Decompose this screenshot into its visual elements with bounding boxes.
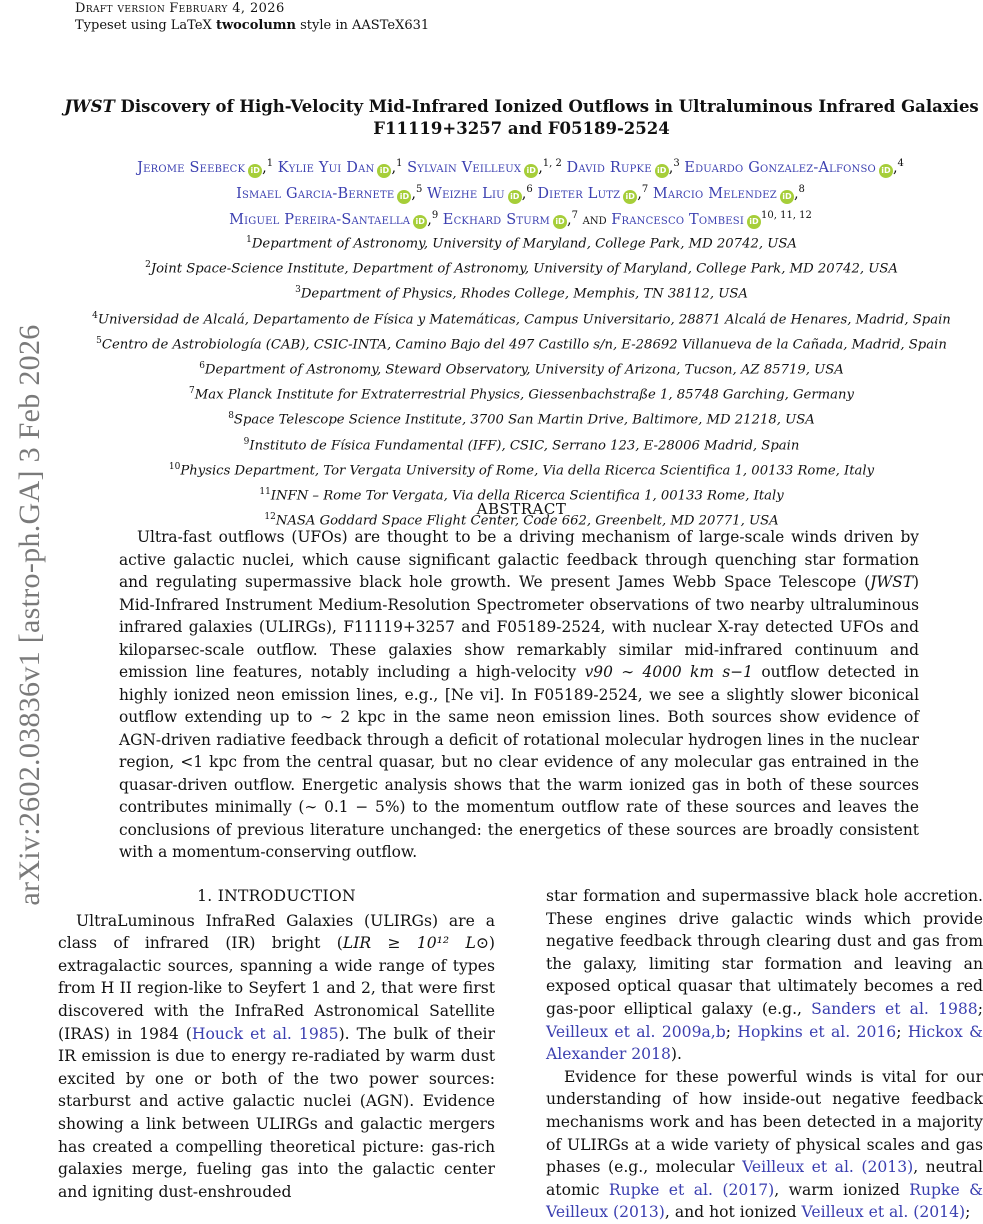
author-name[interactable]: Jerome Seebeck: [137, 159, 246, 176]
author-aff: 9: [431, 209, 439, 221]
affiliation: [60, 280, 983, 305]
affiliation-text: Department of Astronomy, University of Maryland, College Park, MD 20742, USA: [251, 236, 797, 252]
abstract-text-3: outflow detected in highly ionized neon emission lines, e.g., [Ne vi]. In F05189-2524, we see a slightly slower biconical outflow extending up to ∼ 2 kpc in the same neon emission lines. Both sources show evidence of AGN-driven radiative feedback through a deficit of rotational molecular hydrogen lines in the nuclear region, <1 kpc from the central quasar, but no clear evidence of any molecular gas entrained in the quasar-driven outflow. Energetic analysis shows that the warm ionized gas in both of these sources contributes minimally (∼ 0.1 − 5%) to the momentum outflow rate of these sources and leaves the conclusions of previous literature unchanged: the energetics of these sources are broadly consistent with a momentum-conserving outflow.: [119, 663, 919, 861]
affiliation-number: 2: [145, 260, 151, 271]
affiliation-text: Space Telescope Science Institute, 3700 San Martin Drive, Baltimore, MD 21218, USA: [233, 412, 815, 428]
affiliation-number: 4: [92, 310, 98, 321]
citation-link[interactable]: Sanders et al. 1988: [811, 999, 978, 1018]
affiliation-text: INFN – Rome Tor Vergata, Via della Ricerca Scientifica 1, 00133 Rome, Italy: [270, 488, 784, 504]
author-row-3: Miguel Pereira-Santaella iD ,$^9$ Eckhard Sturm iD ,$^7$ and Francesco Tombesi iD$^{10, 11, 12}$: [229, 209, 812, 228]
author-name[interactable]: Kylie Yui Dan: [277, 159, 375, 176]
draft-header: [75, 0, 429, 34]
title-jwst: JWST: [64, 97, 115, 116]
typeset-line: [75, 17, 429, 34]
orcid-icon[interactable]: iD: [508, 190, 522, 204]
typeset-latex: LaTeX: [170, 18, 212, 33]
paper-title: [60, 96, 983, 140]
typeset-style: twocolumn: [215, 18, 296, 33]
affiliation-number: 7: [189, 386, 195, 397]
citation-link[interactable]: Veilleux et al. (2014): [801, 1203, 966, 1222]
author-list: [58, 153, 983, 230]
intro-paragraph-1: [58, 910, 495, 1204]
orcid-icon[interactable]: iD: [747, 215, 761, 229]
citation-separator: ;: [977, 999, 983, 1018]
citation-link[interactable]: Hopkins et al. 2016: [737, 1022, 897, 1041]
intro-text: , and hot ionized: [664, 1203, 802, 1222]
author-name[interactable]: Marcio Melendez: [652, 185, 777, 202]
affiliation-text: NASA Goddard Space Flight Center, Code 662, Greenbelt, MD 20771, USA: [275, 513, 779, 529]
affiliation: [60, 432, 983, 457]
author-name[interactable]: Sylvain Veilleux: [407, 159, 522, 176]
affiliation-number: 9: [243, 436, 250, 447]
author-name[interactable]: David Rupke: [566, 159, 652, 176]
affiliation-text: Universidad de Alcalá, Departamento de Física y Matemáticas, Campus Universitario, 28871 Alcalá de Henares, Madrid, Spain: [97, 311, 951, 327]
abstract-paragraph: [119, 526, 919, 864]
citation-link[interactable]: Houck et al. 1985: [191, 1024, 339, 1043]
affiliation: [60, 406, 983, 431]
author-aff: 3: [673, 158, 680, 169]
citation-separator: ;: [725, 1022, 738, 1041]
arxiv-id: arXiv:2602.03836v1 [astro-ph.GA] 3 Feb 2026: [13, 324, 46, 906]
author-aff: 4: [897, 158, 904, 169]
intro-paragraph-1-cont: [546, 885, 983, 1066]
affiliation-number: 8: [228, 411, 234, 422]
intro-text: , warm ionized: [774, 1180, 910, 1199]
title-line-1: [60, 96, 983, 118]
left-column: [58, 885, 495, 1203]
intro-text: Evidence for these powerful winds is vital for our understanding of how inside-out negative feedback mechanisms work and has been detected in a majority of ULIRGs at a wide variety of physical scales and gas phases (e.g., molecular: [546, 1067, 983, 1177]
title-text-1: Discovery of High-Velocity Mid-Infrared Ionized Outflows in Ultraluminous Infrared Galaxies: [120, 97, 979, 116]
affiliation-text: Centro de Astrobiología (CAB), CSIC-INTA, Camino Bajo del 497 Castillo s/n, E-28692 Villanueva de la Cañada, Madrid, Spain: [101, 337, 947, 353]
abstract-jwst: JWST: [870, 573, 913, 591]
author-aff: 5: [416, 183, 423, 195]
affiliation-number: 11: [259, 486, 271, 497]
affiliation: [60, 255, 983, 280]
draft-label: Draft version: [75, 1, 166, 16]
orcid-icon[interactable]: iD: [377, 164, 391, 178]
and-word: and: [582, 211, 607, 228]
right-column: [546, 885, 983, 1224]
author-aff: 1: [266, 158, 274, 169]
affiliation-number: 10: [168, 461, 181, 472]
typeset-prefix: Typeset using: [75, 18, 167, 33]
orcid-icon[interactable]: iD: [248, 164, 262, 178]
abstract-body: [119, 526, 919, 864]
affiliation-text: Department of Astronomy, Steward Observatory, University of Arizona, Tucson, AZ 85719, USA: [204, 362, 844, 378]
abstract-text-2: ) Mid-Infrared Instrument Medium-Resolution Spectrometer observations of two nearby ultraluminous infrared galaxies (ULIRGs), F11119+3257 and F05189-2524, with nuclear X-ray detected UFOs and kiloparsec-scale outflow. These galaxies show remarkably similar mid-infrared continuum and emission line features, notably including a high-velocity: [119, 573, 919, 681]
orcid-icon[interactable]: iD: [397, 190, 411, 204]
intro-text: star formation and supermassive black hole accretion. These engines drive galactic winds which provide negative feedback through clearing dust and gas from the galaxy, limiting star formation and leaving an exposed optical quasar that ultimately becomes a red gas-poor elliptical galaxy (e.g.,: [546, 887, 983, 1018]
orcid-icon[interactable]: iD: [623, 190, 637, 204]
citation-link[interactable]: Veilleux et al. 2009a,b: [546, 1022, 726, 1041]
author-aff: 1, 2: [542, 158, 562, 169]
author-aff: 6: [526, 183, 533, 195]
author-name[interactable]: Dieter Lutz: [537, 185, 621, 202]
affiliation: [60, 356, 983, 381]
author-aff: 8: [798, 183, 805, 195]
author-row-2: Ismael Garcia-Bernete iD ,$^5$ Weizhe Liu iD ,$^6$ Dieter Lutz iD ,$^7$ Marcio Melendez iD ,$^8$: [236, 183, 805, 202]
intro-paragraph-2: [546, 1066, 983, 1224]
affiliation-text: Instituto de Física Fundamental (IFF), CSIC, Serrano 123, E-28006 Madrid, Spain: [249, 437, 800, 453]
orcid-icon[interactable]: iD: [553, 215, 567, 229]
affiliation-number: 3: [295, 285, 301, 296]
affiliation-text: Max Planck Institute for Extraterrestrial Physics, Giessenbachstraße 1, 85748 Garching, Germany: [194, 387, 854, 403]
affiliation: [60, 331, 983, 356]
author-aff: 1: [396, 158, 403, 169]
draft-date: February 4, 2026: [169, 1, 285, 16]
author-name[interactable]: Ismael Garcia-Bernete: [236, 185, 395, 202]
citation-link[interactable]: Rupke et al. (2017): [608, 1180, 775, 1199]
draft-version-line: [75, 0, 429, 17]
orcid-icon[interactable]: iD: [879, 164, 893, 178]
author-name[interactable]: Weizhe Liu: [427, 185, 505, 202]
affiliation: [60, 230, 983, 255]
author-row-1: Jerome Seebeck iD ,$^1$ Kylie Yui Dan iD ,$^1$ Sylvain Veilleux iD ,$^{1, 2}$ David Rupke iD ,$^3$ Eduardo Gonzalez-Alfonso iD ,$^4$: [137, 158, 904, 176]
citation-separator: ;: [896, 1022, 908, 1041]
abstract-heading: ABSTRACT: [476, 500, 567, 518]
author-aff: 7: [641, 183, 649, 195]
affiliation-list: [60, 230, 983, 532]
orcid-icon[interactable]: iD: [655, 164, 669, 178]
intro-text: , neutral atomic: [546, 1158, 983, 1199]
citation-link[interactable]: Veilleux et al. (2013): [742, 1158, 914, 1177]
citation-link[interactable]: Rupke & Veilleux (2013): [546, 1180, 983, 1222]
typeset-suffix: style in AASTeX631: [300, 18, 430, 33]
affiliation: [60, 381, 983, 406]
orcid-icon[interactable]: iD: [780, 190, 794, 204]
intro-math-lir: LIR ≥ 10¹² L⊙: [342, 934, 489, 953]
abstract-text-1: Ultra-fast outflows (UFOs) are thought to be a driving mechanism of large-scale winds driven by active galactic nuclei, which cause significant galactic feedback through quenching star formation and regulating supermassive black hole growth. We present James Webb Space Telescope (: [119, 528, 919, 591]
affiliation-text: Department of Physics, Rhodes College, Memphis, TN 38112, USA: [300, 286, 748, 302]
author-aff: 10, 11, 12: [761, 209, 812, 221]
affiliation-number: 6: [199, 360, 205, 371]
orcid-icon[interactable]: iD: [413, 215, 427, 229]
author-name[interactable]: Eduardo Gonzalez-Alfonso: [684, 159, 876, 176]
section-heading: 1. INTRODUCTION: [197, 887, 356, 905]
author-aff: 7: [571, 209, 578, 221]
affiliation-text: Joint Space-Science Institute, Department of Astronomy, University of Maryland, College Park, MD 20742, USA: [150, 261, 898, 277]
author-name[interactable]: Francesco Tombesi: [611, 211, 744, 228]
intro-text: ) extragalactic sources, spanning a wide range of types from H II region-like to Seyfert 1 and 2, that were first discovered with the InfraRed Astronomical Satellite (IRAS) in 1984 (: [58, 934, 495, 1043]
intro-text: UltraLuminous InfraRed Galaxies (ULIRGs) are a class of infrared (IR) bright (: [58, 911, 495, 953]
affiliation-number: 1: [246, 235, 252, 245]
citation-link[interactable]: Hickox & Alexander 2018: [546, 1022, 983, 1064]
intro-text: ).: [670, 1045, 682, 1064]
intro-text: ;: [965, 1203, 971, 1222]
arxiv-stamp: [0, 0, 60, 1200]
author-name[interactable]: Eckhard Sturm: [442, 211, 551, 228]
affiliation-text: Physics Department, Tor Vergata University of Rome, Via della Ricerca Scientifica 1, 00133 Rome, Italy: [180, 463, 875, 479]
intro-text: ). The bulk of their IR emission is due to energy re-radiated by warm dust excited by one or both of the two power sources: starburst and active galactic nuclei (AGN). Evidence showing a link between ULIRGs and galactic mergers has created a compelling theoretical picture: gas-rich galaxies merge, fueling gas into the galactic center and igniting dust-enshrouded: [58, 1024, 495, 1201]
affiliation-number: 5: [96, 335, 102, 346]
abstract-v90: v90 ∼ 4000 km s−1: [584, 663, 753, 681]
orcid-icon[interactable]: iD: [524, 164, 538, 178]
author-name[interactable]: Miguel Pereira-Santaella: [229, 211, 411, 228]
title-line-2: F11119+3257 and F05189-2524: [373, 119, 670, 138]
affiliation: [60, 306, 983, 331]
affiliation-number: 12: [264, 512, 276, 523]
affiliation: [60, 457, 983, 482]
